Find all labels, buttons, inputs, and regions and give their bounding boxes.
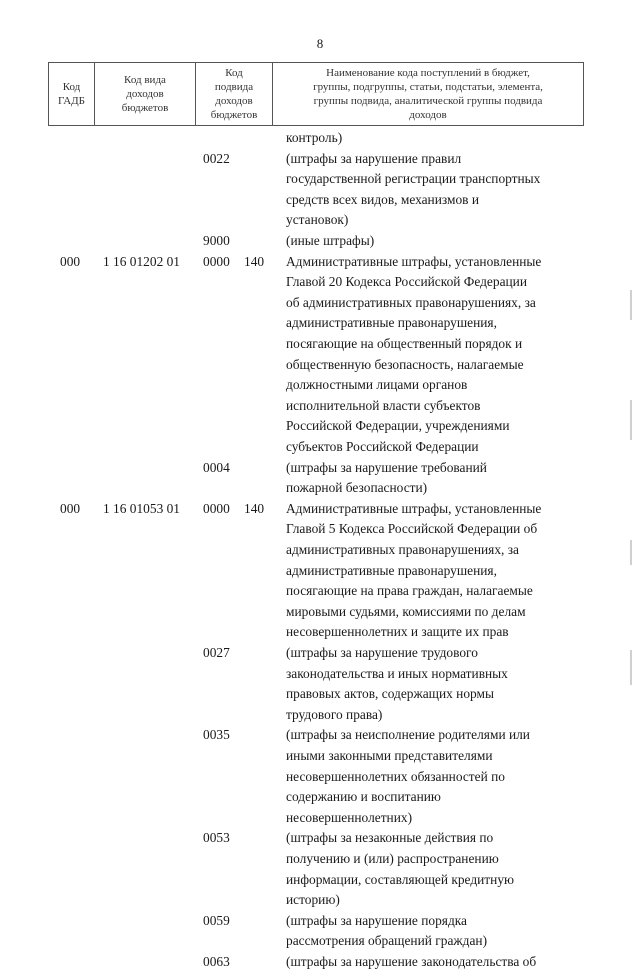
- table-row: [0, 892, 640, 908]
- row-name-text: Административные штрафы, установленные: [286, 253, 542, 269]
- table-row: [0, 480, 640, 496]
- row-name-text: трудового права): [286, 706, 383, 722]
- table-row: [0, 192, 640, 208]
- row-kod-podvida: 0053: [203, 830, 230, 846]
- row-name-text: посягающие на общественный порядок и: [286, 336, 523, 351]
- row-name-text: общественную безопасность, налагаемые: [286, 356, 524, 372]
- row-name-text: контроль): [286, 130, 343, 145]
- table-row: [0, 274, 640, 290]
- header-cell-kod-podvida: Код подвида доходов бюджетов: [210, 67, 258, 121]
- row-kod-podvida: 0022: [203, 150, 230, 166]
- row-name-text: (штрафы за нарушение законодательства об: [286, 954, 537, 969]
- page-number: 8: [316, 36, 324, 51]
- row-kod-podvida: 0004: [203, 459, 230, 475]
- table-row: [0, 645, 640, 661]
- table-row: [0, 233, 640, 249]
- row-name-text: (штрафы за нарушение требований: [286, 459, 487, 475]
- row-name-text: государственной регистрации транспортных: [286, 171, 541, 187]
- row-name-text: Административные штрафы, установленные: [286, 500, 542, 516]
- row-name-text: Российской Федерации, учреждениями: [286, 418, 510, 434]
- row-kod-podvida: 0000: [203, 253, 230, 269]
- table-row: [0, 171, 640, 187]
- table-row: [0, 913, 640, 929]
- row-kod-podvida: 0027: [203, 645, 230, 660]
- row-name-text: законодательства и иных нормативных: [286, 665, 508, 681]
- row-kod-podvida: 9000: [203, 233, 230, 248]
- row-name-text: субъектов Российской Федерации: [286, 439, 479, 454]
- table-row: [0, 727, 640, 743]
- table-row: [0, 439, 640, 455]
- row-kod-podvida: 0059: [203, 912, 230, 928]
- row-name-text: установок): [286, 212, 349, 228]
- table-row: [0, 604, 640, 620]
- table-row: [0, 872, 640, 888]
- header-cell-naimenovanie: Наименование кода поступлений в бюджет, группы, подгруппы, статьи, подстатьи, элемента, группы подвида, аналитической группы подвида доходов: [313, 67, 543, 121]
- table-row: [0, 542, 640, 558]
- table-row: [0, 789, 640, 805]
- row-name-text: Главой 20 Кодекса Российской Федерации: [286, 274, 528, 290]
- row-name-text: несовершеннолетних обязанностей по: [286, 768, 505, 784]
- row-name-text: административные правонарушения,: [286, 315, 497, 331]
- table-row: [0, 460, 640, 476]
- table-row: [0, 357, 640, 373]
- table-header: [48, 62, 584, 126]
- table-row: [0, 501, 640, 517]
- table-row: [0, 624, 640, 640]
- row-name-text: административные правонарушения,: [286, 562, 497, 578]
- row-gadb: 000: [60, 500, 81, 516]
- header-cell-kod-vida: Код вида доходов бюджетов: [121, 74, 169, 114]
- table-row: [0, 130, 640, 146]
- row-kod-podvida: 0000: [203, 500, 230, 516]
- row-kod-podvida: 0063: [203, 954, 230, 969]
- row-name-text: несовершеннолетних и защите их прав: [286, 624, 509, 640]
- row-name-text: посягающие на права граждан, налагаемые: [286, 583, 533, 599]
- table-row: [0, 707, 640, 723]
- table-row: [0, 315, 640, 331]
- table-row: [0, 212, 640, 228]
- row-name-text: рассмотрения обращений граждан): [286, 933, 488, 949]
- table-row: [0, 521, 640, 537]
- row-name-text: содержанию и воспитанию: [286, 789, 441, 805]
- row-name-text: (иные штрафы): [286, 233, 375, 248]
- row-gadb: 000: [60, 253, 81, 269]
- row-name-text: получению и (или) распространению: [286, 851, 499, 866]
- row-name-text: (штрафы за неисполнение родителями или: [286, 727, 530, 743]
- table-row: [0, 336, 640, 352]
- row-name-text: Главой 5 Кодекса Российской Федерации об: [286, 521, 538, 537]
- row-name-text: пожарной безопасности): [286, 480, 428, 496]
- table-row: [0, 851, 640, 867]
- row-name-text: (штрафы за незаконные действия по: [286, 830, 494, 846]
- row-analytic-group: 140: [244, 500, 265, 516]
- table-row: [0, 933, 640, 949]
- table-row: [0, 295, 640, 311]
- table-row: [0, 748, 640, 764]
- row-name-text: должностными лицами органов: [286, 377, 468, 393]
- table-row: [0, 418, 640, 434]
- row-name-text: несовершеннолетних): [286, 809, 413, 825]
- table-row: [0, 377, 640, 393]
- table-row: [0, 398, 640, 414]
- row-name-text: средств всех видов, механизмов и: [286, 191, 479, 207]
- row-name-text: (штрафы за нарушение правил: [286, 150, 462, 166]
- row-name-text: (штрафы за нарушение порядка: [286, 912, 468, 928]
- table-row: [0, 583, 640, 599]
- table-row: [0, 954, 640, 970]
- row-kod-vida: 1 16 01202 01: [103, 253, 180, 269]
- row-name-text: (штрафы за нарушение трудового: [286, 645, 478, 660]
- row-name-text: об административных правонарушениях, за: [286, 294, 536, 310]
- table-row: [0, 686, 640, 702]
- row-name-text: исполнительной власти субъектов: [286, 397, 481, 413]
- row-name-text: историю): [286, 892, 340, 908]
- table-row: [0, 254, 640, 270]
- table-row: [0, 666, 640, 682]
- table-row: [0, 810, 640, 826]
- header-cell-gadb: Код ГАДБ: [58, 81, 85, 107]
- row-kod-podvida: 0035: [203, 727, 230, 743]
- row-name-text: мировыми судьями, комиссиями по делам: [286, 603, 526, 619]
- table-row: [0, 769, 640, 785]
- row-name-text: правовых актов, содержащих нормы: [286, 686, 494, 702]
- row-name-text: иными законными представителями: [286, 748, 493, 763]
- table-row: [0, 151, 640, 167]
- table-row: [0, 563, 640, 579]
- row-kod-vida: 1 16 01053 01: [103, 500, 180, 516]
- table-row: [0, 830, 640, 846]
- scan-edge-marks: [630, 290, 634, 710]
- row-analytic-group: 140: [244, 253, 265, 269]
- row-name-text: административных правонарушениях, за: [286, 542, 519, 557]
- row-name-text: информации, составляющей кредитную: [286, 871, 515, 887]
